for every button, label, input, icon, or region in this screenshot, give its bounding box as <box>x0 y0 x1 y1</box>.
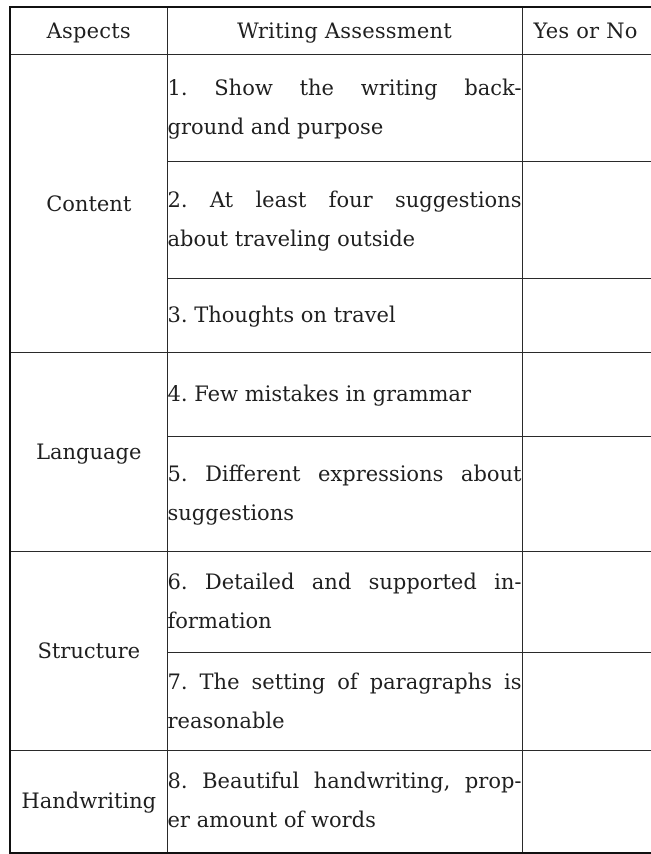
writing-assessment-table <box>9 6 651 854</box>
criterion-3: 3. Thoughts on travel <box>167 279 522 353</box>
criterion-7: 7. The setting of paragraphs is reasonable <box>167 653 522 751</box>
header-aspects: Aspects <box>10 7 167 55</box>
criterion-4: 4. Few mistakes in grammar <box>167 353 522 437</box>
assessment-sheet <box>9 6 651 852</box>
header-writing-assessment: Writing Assessment <box>167 7 522 55</box>
criterion-1: 1. Show the writing back- ground and purpose <box>167 55 522 162</box>
header-yes-or-no: Yes or No <box>522 7 651 55</box>
yes-no-cell-2[interactable] <box>522 162 651 279</box>
yes-no-cell-7[interactable] <box>522 653 651 751</box>
table-row <box>10 751 651 853</box>
table-row <box>10 552 651 653</box>
header-row <box>10 7 651 55</box>
yes-no-cell-5[interactable] <box>522 437 651 552</box>
criterion-8: 8. Beautiful handwriting, prop- er amount of words <box>167 751 522 853</box>
table-row <box>10 55 651 162</box>
table-row <box>10 353 651 437</box>
aspect-language: Language <box>10 353 167 552</box>
aspect-handwriting: Handwriting <box>10 751 167 853</box>
yes-no-cell-4[interactable] <box>522 353 651 437</box>
criterion-6: 6. Detailed and supported in- formation <box>167 552 522 653</box>
yes-no-cell-8[interactable] <box>522 751 651 853</box>
criterion-5: 5. Different expressions about suggestions <box>167 437 522 552</box>
criterion-2: 2. At least four suggestions about traveling outside <box>167 162 522 279</box>
aspect-content: Content <box>10 55 167 353</box>
aspect-structure: Structure <box>10 552 167 751</box>
yes-no-cell-1[interactable] <box>522 55 651 162</box>
yes-no-cell-6[interactable] <box>522 552 651 653</box>
yes-no-cell-3[interactable] <box>522 279 651 353</box>
